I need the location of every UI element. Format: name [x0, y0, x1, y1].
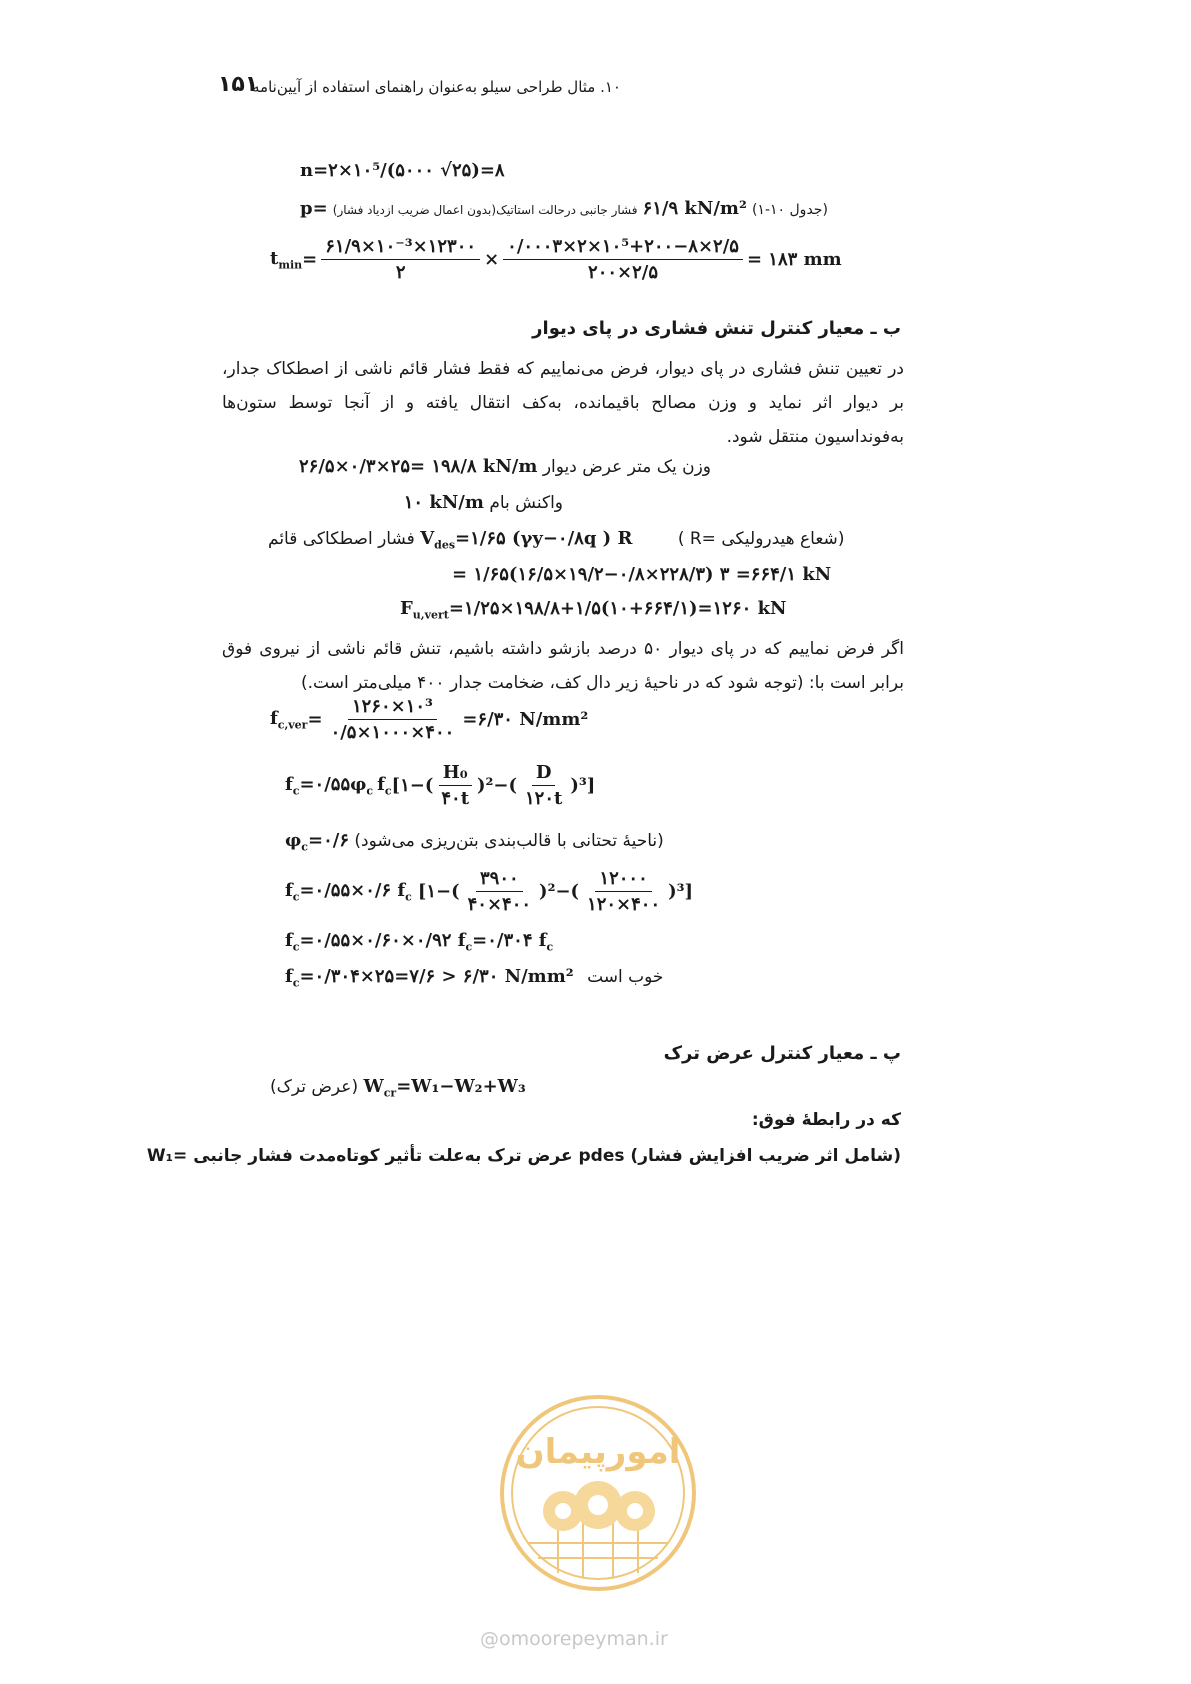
- w1-definition: W₁= عرض ترک به‌علت تأثیر کوتاه‌مدت فشار جانبی pdes (شامل اثر ضریب افزایش فشار): [146, 1146, 901, 1166]
- fcs-expr-a: =۰/۵۵×۰/۶ $f_c$: [299, 879, 412, 904]
- fcg-mid: )²−(: [477, 775, 518, 796]
- fcf-expr: =۰/۳۰۴×۲۵=۷/۶ > ۶/۳۰ N/mm²: [299, 966, 574, 987]
- vdes-lhs: $V_{des}$: [420, 528, 456, 552]
- fcg-expr-a: $=۰/۵۵\varphi_c$: [299, 773, 374, 798]
- equation-vdes: [268, 528, 844, 552]
- tmin-lhs: $t_{min}$: [270, 247, 303, 272]
- fcver-den: ۰/۵×۱۰۰۰×۴۰۰: [330, 722, 455, 743]
- roof-reaction-label: واکنش بام: [489, 493, 563, 513]
- equation-phi: [285, 830, 664, 854]
- equation-fc-final: [285, 966, 663, 990]
- fcs-h-den: ۴۰×۴۰۰: [467, 894, 532, 915]
- fcg-d-num: D: [532, 762, 556, 786]
- fcc-expr-b: =۰/۳۰۴ $f_c$: [472, 930, 554, 954]
- p-value: ۶۱/۹ kN/m²: [642, 198, 747, 219]
- fcg-fraction-h: [437, 762, 473, 809]
- fcg-d-den: ۱۲۰t: [525, 788, 563, 809]
- phi-note: (ناحیهٔ تحتانی با قالب‌بندی بتن‌ریزی می‌شود): [354, 831, 664, 851]
- phi-lhs: $\varphi_c$: [285, 830, 308, 854]
- p-description: فشار جانبی درحالت استاتیک(بدون اعمال ضریب ازدیاد فشار): [332, 203, 638, 217]
- fcg-lhs: $f_c$: [285, 773, 300, 798]
- wall-weight-expr: ۲۶/۵×۰/۳×۲۵= ۱۹۸/۸ kN/m: [299, 456, 538, 477]
- equation-wall-weight: [299, 456, 711, 477]
- fcver-num: ۱۲۶۰×۱۰³: [348, 696, 437, 720]
- page-number: ۱۵۱: [218, 72, 259, 97]
- fcver-result: =۶/۳۰ N/mm²: [462, 709, 589, 730]
- fcg-h-num: H₀: [439, 762, 472, 786]
- fcg-fraction-d: [521, 762, 566, 809]
- tmin-eq: =: [302, 249, 318, 270]
- fcs-fraction-d: [583, 868, 664, 915]
- p-table-ref: (جدول ۱۰-۱): [751, 202, 828, 218]
- fcg-close: )³]: [570, 775, 596, 796]
- wall-weight-label: وزن یک متر عرض دیوار: [542, 457, 711, 477]
- section-p-heading: پ ـ معیار کنترل عرض ترک: [663, 1043, 901, 1064]
- fcs-open: [۱−(: [417, 881, 460, 902]
- wcr-note: (عرض ترک): [270, 1077, 359, 1097]
- fcg-open: [۱−(: [391, 775, 434, 796]
- fcs-fraction-h: [464, 868, 535, 915]
- fcc-lhs: $f_c$: [285, 930, 300, 954]
- fu-lhs: $F_{u,vert}$: [400, 598, 449, 622]
- tmin-fraction-2: [503, 236, 743, 283]
- wcr-expr: =W₁−W₂+W₃: [396, 1076, 526, 1097]
- equation-fc-calc: [285, 930, 553, 954]
- fcs-d-den: ۱۲۰×۴۰۰: [587, 894, 661, 915]
- roof-reaction-expr: ۱۰ kN/m: [403, 492, 484, 513]
- vdes-note: ( R= شعاع هیدرولیکی): [677, 529, 845, 549]
- fcc-expr: =۰/۵۵×۰/۶۰×۰/۹۲ $f_c$: [299, 930, 473, 954]
- watermark-logo-text: امورپیمان: [515, 1432, 681, 1472]
- vdes-label: فشار اصطکاکی قائم: [268, 529, 415, 549]
- fcs-lhs: $f_c$: [285, 879, 300, 904]
- running-title: ۱۰. مثال طراحی سیلو به‌عنوان راهنمای استفاده از آیین‌نامه: [252, 78, 621, 96]
- equation-n: n=۲×۱۰⁵/(۵۰۰۰ √۲۵)=۸: [300, 160, 505, 181]
- equation-fc-general: [285, 762, 595, 809]
- section-p-intro: که در رابطهٔ فوق:: [751, 1110, 901, 1130]
- fu-expr: =۱/۲۵×۱۹۸/۸+۱/۵(۱۰+۶۶۴/۱)=۱۲۶۰ kN: [448, 598, 787, 619]
- wcr-lhs: $W_{cr}$: [363, 1076, 397, 1100]
- fcf-lhs: $f_c$: [285, 966, 300, 990]
- section-b-heading: ب ـ معیار کنترل تنش فشاری در پای دیوار: [532, 318, 901, 339]
- tmin-result: = ۱۸۳ mm: [746, 249, 842, 270]
- fcver-fraction: [327, 696, 459, 743]
- fcs-h-num: ۳۹۰۰: [476, 868, 523, 892]
- fcs-d-num: ۱۲۰۰۰: [595, 868, 651, 892]
- tmin-f2-num: ۰/۰۰۰۳×۲×۱۰⁵+۲۰۰−۸×۲/۵: [503, 236, 743, 260]
- tmin-f2-den: ۲۰۰×۲/۵: [588, 262, 659, 283]
- fcf-note: خوب است: [587, 967, 664, 987]
- equation-wcr: [270, 1076, 526, 1100]
- equation-roof-reaction: [404, 492, 563, 513]
- p-lhs: p=: [300, 198, 328, 219]
- tmin-f1-den: ۲: [395, 262, 406, 283]
- fcs-close: )³]: [668, 881, 694, 902]
- section-b-paragraph-2: اگر فرض نماییم که در پای دیوار ۵۰ درصد بازشو داشته باشیم، تنش قائم ناشی از نیروی فوق برابر است با: (توجه شود که در ناحیهٔ زیر دال کف، ضخامت جدار ۴۰۰ میلی‌متر است.): [222, 639, 904, 693]
- vdes-expr: =۱/۶۵ (γy−۰/۸q ) R: [455, 528, 633, 549]
- equation-tmin: [270, 236, 842, 283]
- equation-vdes-value: = ۱/۶۵(۱۶/۵×۱۹/۲−۰/۸×۲۲۸/۳) ۳ =۶۶۴/۱ kN: [452, 564, 832, 585]
- fcver-eq: =: [307, 709, 323, 730]
- tmin-times: ×: [484, 249, 500, 270]
- fcs-mid: )²−(: [539, 881, 580, 902]
- watermark-logo: [498, 1393, 698, 1593]
- phi-expr: =۰/۶: [308, 830, 349, 851]
- equation-p: [300, 198, 828, 219]
- equation-fc-substituted: [285, 868, 693, 915]
- tmin-fraction-1: [321, 236, 480, 283]
- equation-fc-ver: [270, 696, 588, 743]
- tmin-f1-num: ۶۱/۹×۱۰⁻³×۱۲۳۰۰: [321, 236, 480, 260]
- watermark-site: @omoorepeyman.ir: [480, 1628, 668, 1650]
- fcver-lhs: $f_{c,ver}$: [270, 707, 308, 732]
- section-b-paragraph: در تعیین تنش فشاری در پای دیوار، فرض می‌نماییم که فقط فشار قائم ناشی از اصطکاک جدار، بر دیوار اثر نماید و وزن مصالح باقیمانده، به‌کف انتقال یافته و از آنجا توسط ستون‌ها به‌فونداسیون منتقل شود.: [222, 359, 904, 447]
- equation-fu-vert: [400, 598, 787, 622]
- fcg-h-den: ۴۰t: [441, 788, 470, 809]
- fcg-fc: $f_c$: [377, 773, 392, 798]
